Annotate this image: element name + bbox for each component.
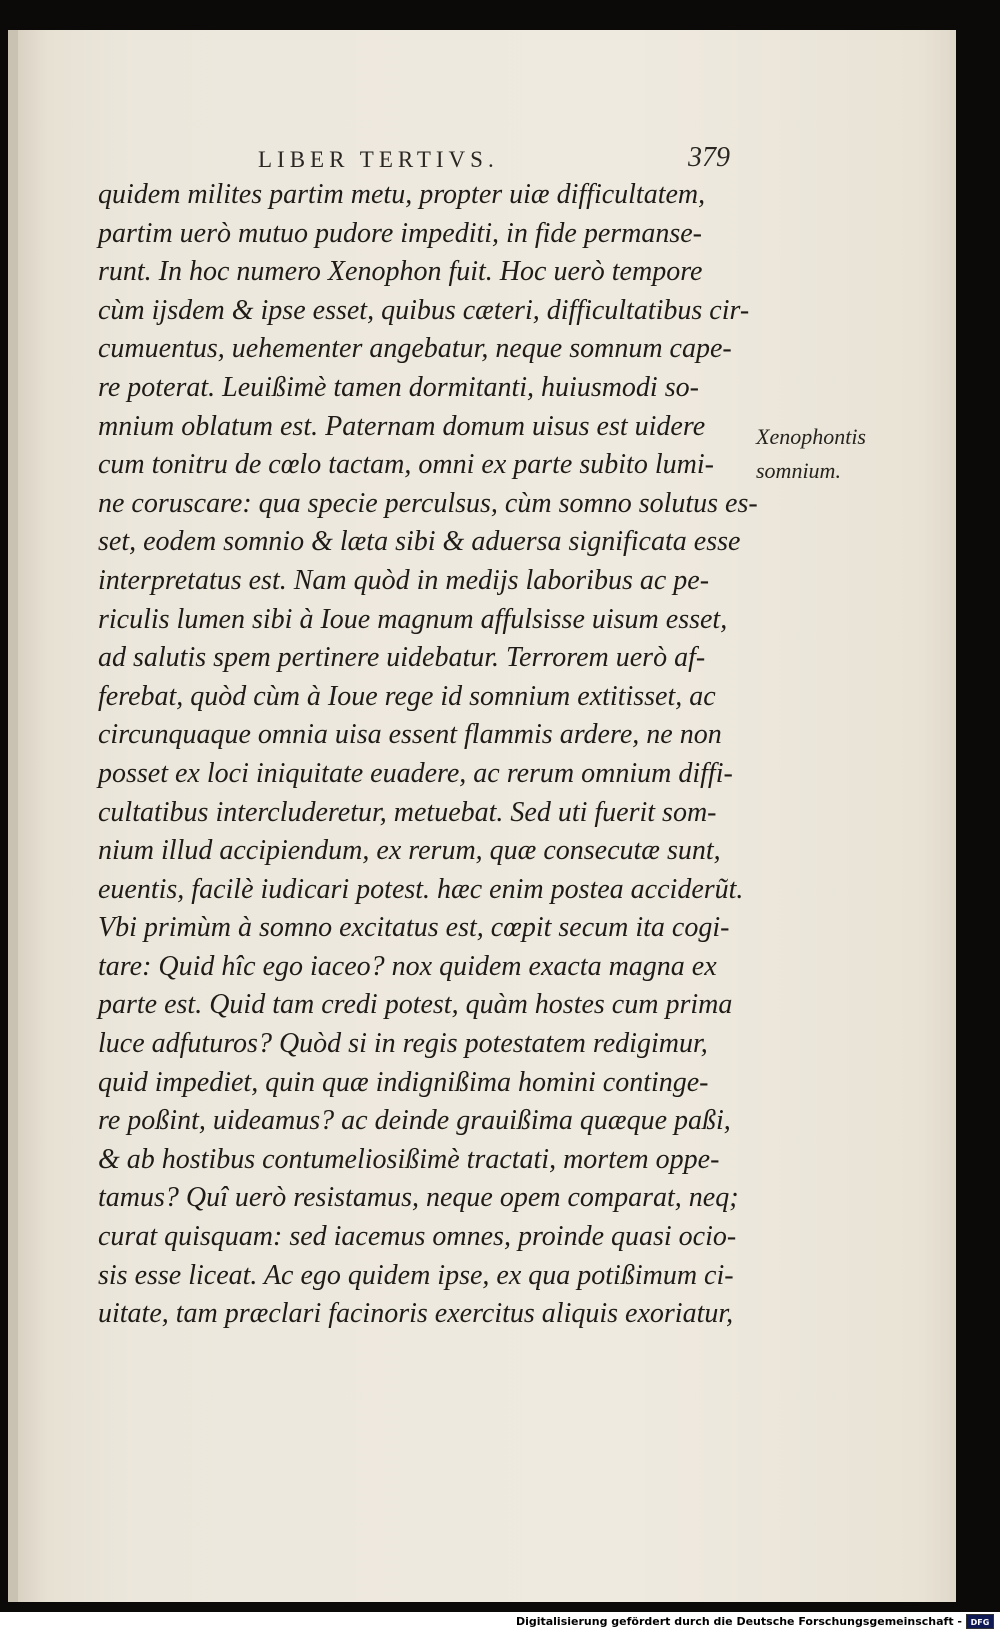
text-line: set, eodem somnio & læta sibi & aduersa significata esse: [98, 526, 741, 558]
text-line: re poßint, uideamus? ac deinde grauißima quæque paßi,: [98, 1105, 731, 1137]
text-line: partim uerò mutuo pudore impediti, in fide permanse-: [98, 217, 703, 249]
running-title: LIBER TERTIVS.: [258, 147, 499, 172]
funding-notice: Digitalisierung gefördert durch die Deutsche Forschungsgemeinschaft -: [515, 1615, 962, 1628]
text-line: re poterat. Leuißimè tamen dormitanti, huiusmodi so-: [98, 371, 699, 403]
text-line: mnium oblatum est. Paternam domum uisus est uidere: [98, 410, 706, 442]
text-line: circunquaque omnia uisa essent flammis ardere, ne non: [98, 719, 722, 751]
text-line: & ab hostibus contumeliosißimè tractati, mortem oppe-: [98, 1143, 720, 1175]
marginal-note-line: Xenophontis: [756, 424, 866, 449]
text-line: posset ex loci iniquitate euadere, ac rerum omnium diffi-: [98, 757, 733, 789]
text-line: curat quisquam: sed iacemus omnes, proinde quasi ocio-: [98, 1221, 737, 1253]
footer-bar: [0, 1612, 1000, 1635]
body-text: [98, 176, 758, 1334]
text-line: quid impediet, quin quæ indignißima homini continge-: [98, 1066, 709, 1098]
text-line: nium illud accipiendum, ex rerum, quæ consecutæ sunt,: [98, 835, 721, 867]
text-line: ferebat, quòd cùm à Ioue rege id somnium extitisset, ac: [98, 680, 716, 712]
text-line: cum tonitru de cœlo tactam, omni ex parte subito lumi-: [98, 449, 714, 481]
text-line: tamus? Quî uerò resistamus, neque opem comparat, neq;: [98, 1182, 739, 1214]
text-line: Vbi primùm à somno excitatus est, cœpit secum ita cogi-: [98, 912, 730, 944]
text-line: ne coruscare: qua specie perculsus, cùm somno solutus es-: [98, 487, 758, 519]
page-number: 379: [688, 142, 730, 173]
marginal-note-line: somnium.: [756, 458, 841, 483]
text-line: cumuentus, uehementer angebatur, neque somnum cape-: [98, 333, 732, 365]
text-line: luce adfuturos? Quòd si in regis potestatem redigimur,: [98, 1028, 708, 1060]
dfg-logo: DFG: [966, 1614, 994, 1629]
book-page: [8, 30, 956, 1602]
text-line: ad salutis spem pertinere uidebatur. Terrorem uerò af-: [98, 642, 706, 674]
text-line: euentis, facilè iudicari potest. hæc enim postea acciderũt.: [98, 873, 744, 905]
text-line: quidem milites partim metu, propter uiæ difficultatem,: [98, 179, 706, 210]
text-line: cultatibus intercluderetur, metuebat. Sed uti fuerit som-: [98, 796, 717, 828]
text-line: uitate, tam præclari facinoris exercitus aliquis exoriatur,: [98, 1298, 734, 1330]
text-line: runt. In hoc numero Xenophon fuit. Hoc uerò tempore: [98, 256, 703, 288]
marginal-note: [756, 420, 866, 488]
text-line: riculis lumen sibi à Ioue magnum affulsisse uisum esset,: [98, 603, 728, 635]
text-line: sis esse liceat. Ac ego quidem ipse, ex qua potißimum ci-: [98, 1259, 734, 1291]
text-line: parte est. Quid tam credi potest, quàm hostes cum prima: [98, 989, 733, 1021]
text-line: interpretatus est. Nam quòd in medijs laboribus ac pe-: [98, 564, 710, 596]
text-line: tare: Quid hîc ego iaceo? nox quidem exacta magna ex: [98, 950, 717, 982]
text-line: cùm ijsdem & ipse esset, quibus cæteri, difficultatibus cir-: [98, 294, 750, 326]
